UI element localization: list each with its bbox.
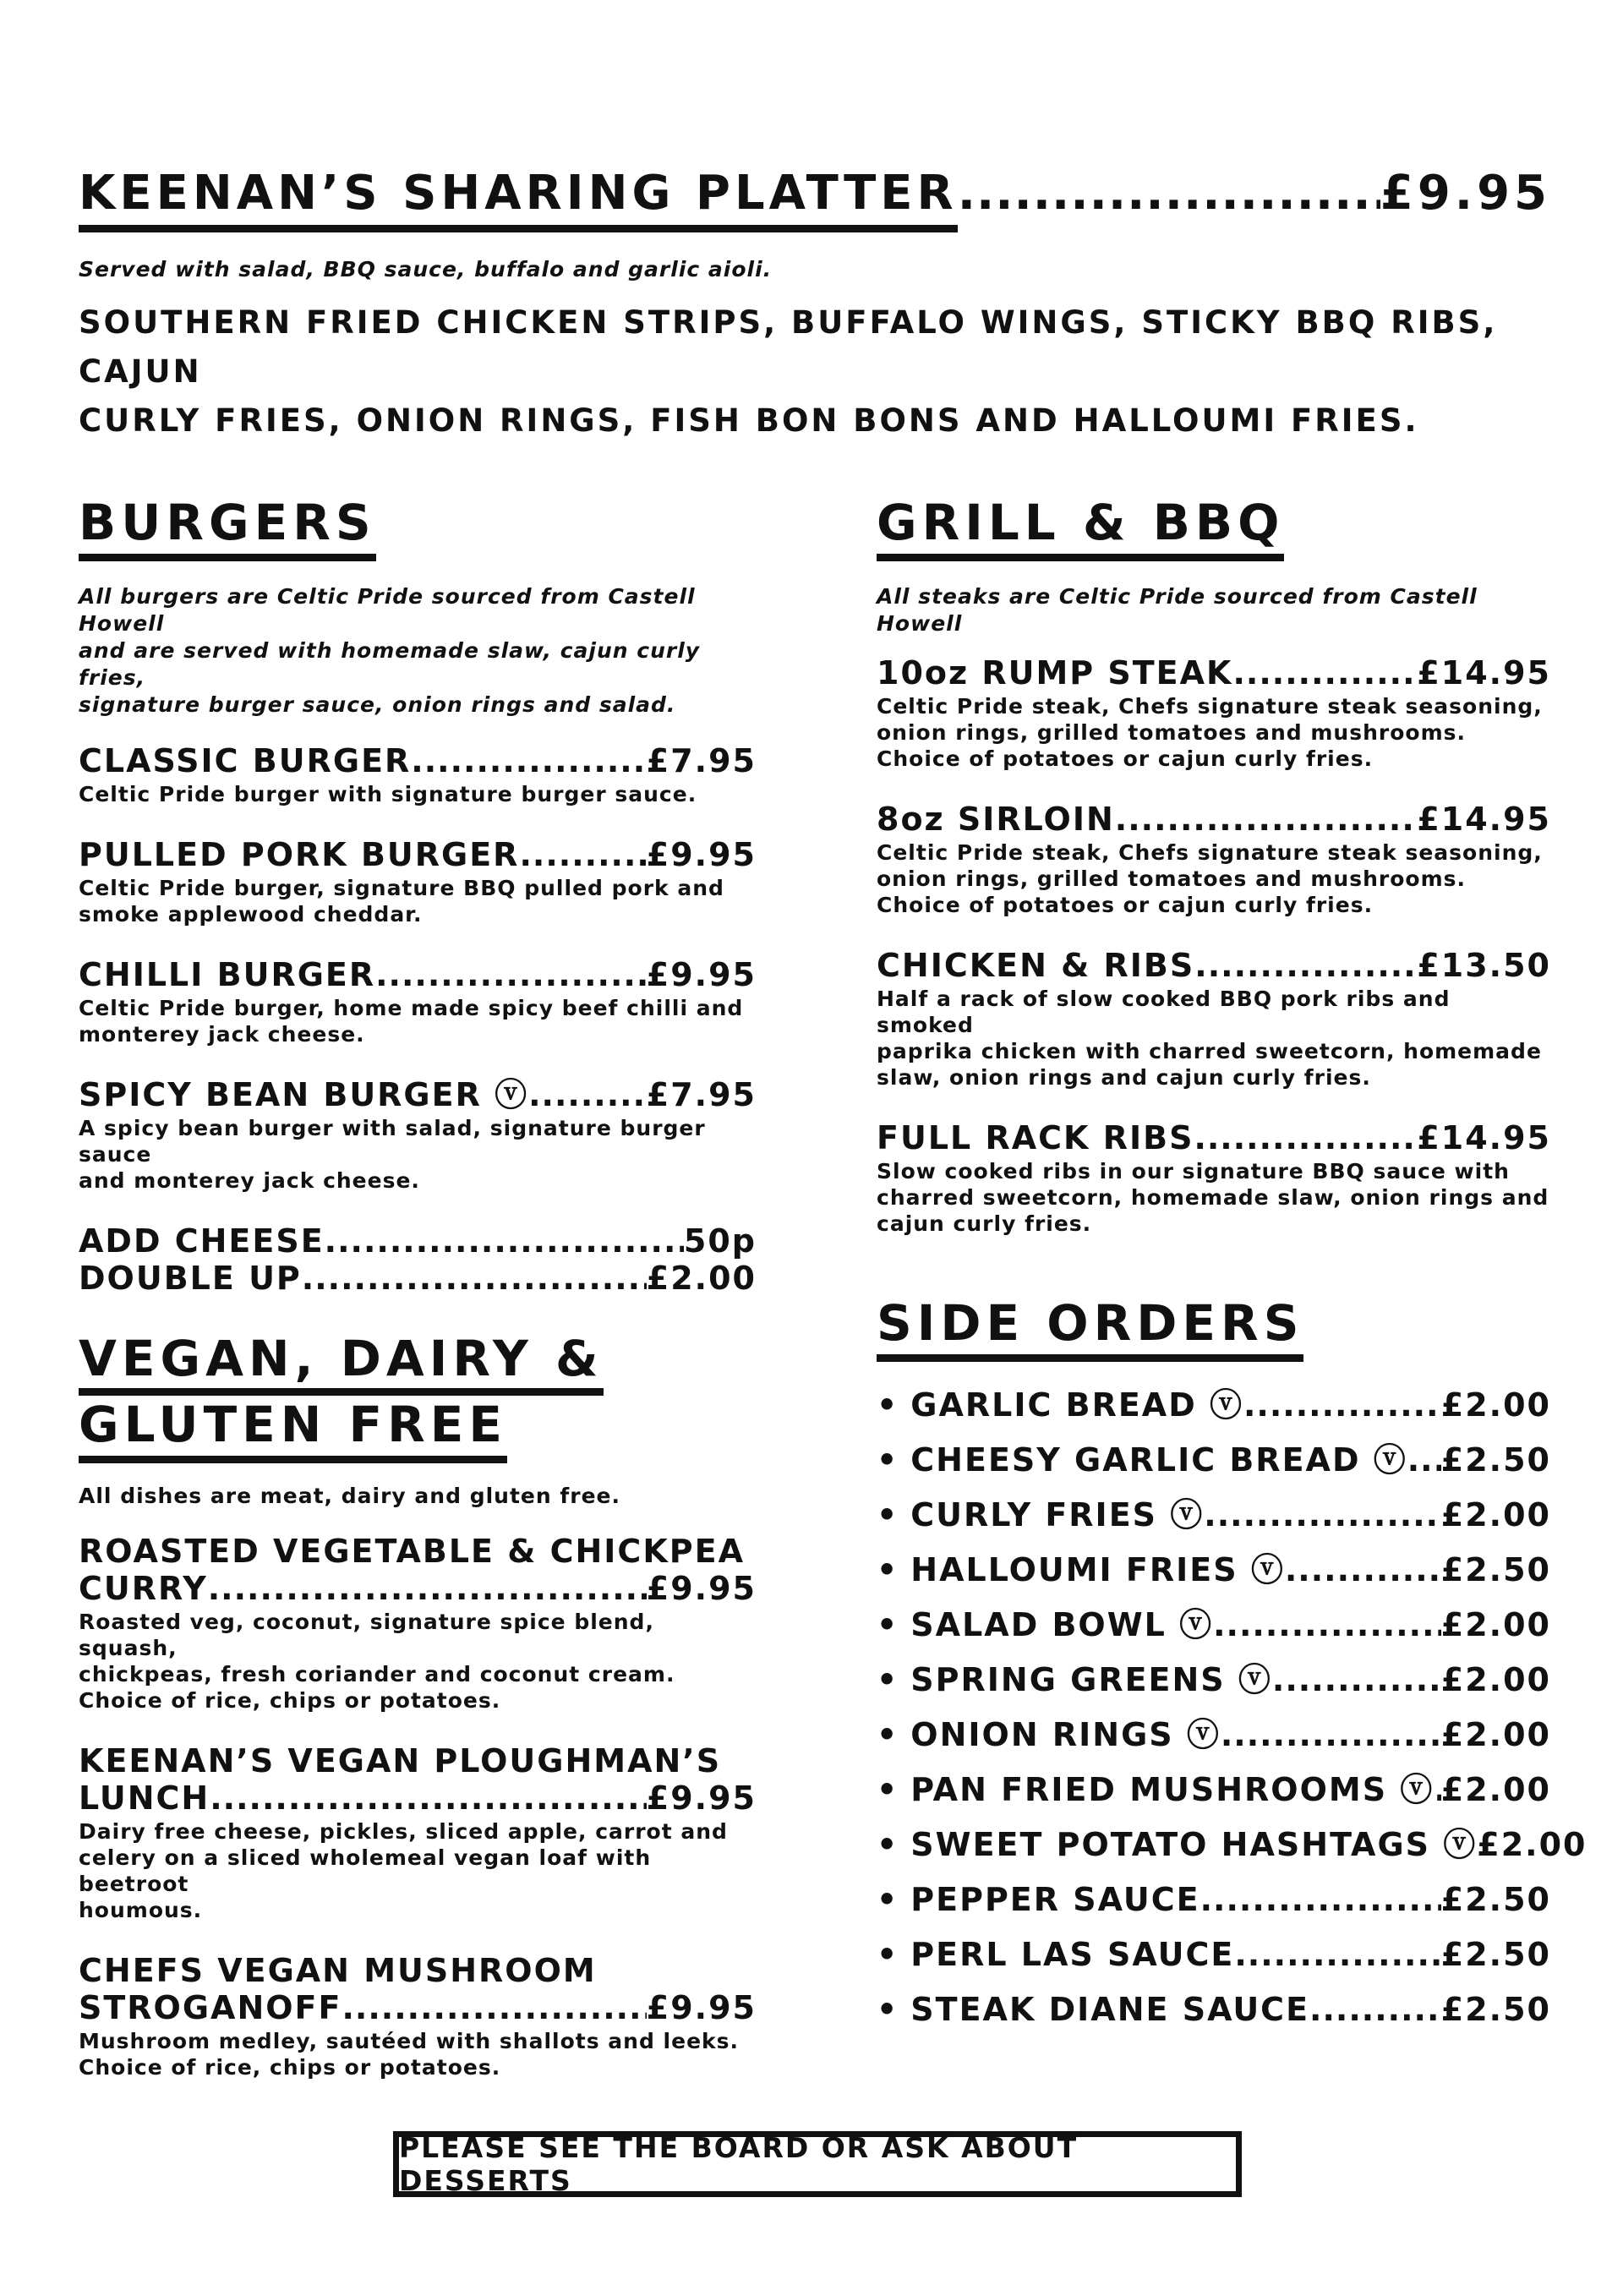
extra-item-price: 50p <box>683 1222 757 1260</box>
description-line: houmous. <box>79 1898 203 1922</box>
leader-dots <box>519 836 646 873</box>
menu-item-name-continued: CURRY <box>79 1570 208 1607</box>
platter-leader-dots <box>958 166 1380 221</box>
platter-items-line-2: CURLY FRIES, ONION RINGS, FISH BON BONS AND HALLOUMI FRIES. <box>79 402 1419 439</box>
bullet: • <box>877 1386 899 1424</box>
description-line: cajun curly fries. <box>877 1211 1092 1236</box>
description-line: Mushroom medley, sautéed with shallots and leeks. <box>79 2029 740 2053</box>
leader-dots <box>1232 654 1417 692</box>
menu-item-price: £7.95 <box>646 1076 757 1113</box>
menu-item-line <box>877 1119 1551 1156</box>
description-line: monterey jack cheese. <box>79 1022 365 1047</box>
side-item-name: STEAK DIANE SAUCE <box>910 1991 1310 2028</box>
burgers-underline <box>79 554 376 561</box>
side-item <box>877 1496 1551 1533</box>
menu-item-name-line-1 <box>79 1533 757 1570</box>
menu-item <box>79 836 757 927</box>
menu-item-description <box>79 995 757 1047</box>
side-item-name: PAN FRIED MUSHROOMS ⓥ <box>910 1771 1434 1808</box>
description-line: Dairy free cheese, pickles, sliced apple, carrot and <box>79 1819 728 1844</box>
side-item-name: SPRING GREENS ⓥ <box>910 1661 1272 1698</box>
menu-item-name: PULLED PORK BURGER <box>79 836 520 873</box>
menu-item-description <box>79 1115 757 1194</box>
platter-items-line-1: SOUTHERN FRIED CHICKEN STRIPS, BUFFALO WINGS, STICKY BBQ RIBS, CAJUN <box>79 304 1498 390</box>
vegan-underline-2 <box>79 1456 507 1463</box>
menu-item-name: CLASSIC BURGER <box>79 742 412 779</box>
leader-dots <box>1407 1441 1441 1479</box>
side-item-price: £2.50 <box>1440 1551 1551 1588</box>
leader-dots <box>528 1076 647 1113</box>
menu-item-price: £13.50 <box>1417 947 1551 984</box>
desserts-notice-text: PLEASE SEE THE BOARD OR ASK ABOUT DESSERTS <box>399 2131 1079 2197</box>
menu-item-name-line-1 <box>79 1952 757 1989</box>
side-item-name: ONION RINGS ⓥ <box>910 1716 1221 1753</box>
side-item-name: HALLOUMI FRIES ⓥ <box>910 1551 1285 1588</box>
menu-item-name: KEENAN’S VEGAN PLOUGHMAN’S <box>79 1742 722 1779</box>
side-item-name: PERL LAS SAUCE <box>910 1936 1235 1973</box>
menu-item-name: CHEFS VEGAN MUSHROOM <box>79 1952 597 1989</box>
menu-item-description <box>79 2028 757 2080</box>
description-line: smoke applewood cheddar. <box>79 902 423 927</box>
menu-item-line <box>79 1570 757 1607</box>
description-line: charred sweetcorn, homemade slaw, onion rings and <box>877 1185 1549 1210</box>
menu-item-name: CHILLI BURGER <box>79 956 376 993</box>
leader-dots <box>1272 1661 1441 1698</box>
bullet: • <box>877 1441 899 1479</box>
platter-price: £9.95 <box>1380 166 1551 221</box>
leader-dots <box>1285 1551 1441 1588</box>
menu-item-line <box>877 947 1551 984</box>
vegan-heading-line-1-wrap <box>79 1329 604 1388</box>
leader-dots <box>1204 1496 1441 1533</box>
side-item-price: £2.00 <box>1440 1386 1551 1424</box>
menu-item <box>79 956 757 1047</box>
leader-dots <box>208 1570 647 1607</box>
side-item-name: PEPPER SAUCE <box>910 1881 1200 1918</box>
leader-dots <box>1213 1606 1441 1643</box>
side-item-price: £2.00 <box>1440 1771 1551 1808</box>
menu-item-price: £7.95 <box>646 742 757 779</box>
vegan-column <box>79 1481 757 2109</box>
grill-heading-wrap <box>877 493 1284 552</box>
side-item <box>877 1826 1587 1863</box>
menu-item-name-continued: LUNCH <box>79 1779 210 1817</box>
grill-note: All steaks are Celtic Pride sourced from Castell Howell <box>877 584 1478 636</box>
menu-item <box>877 801 1551 918</box>
leader-dots <box>342 1989 646 2026</box>
description-line: Celtic Pride burger, home made spicy beef chilli and <box>79 996 744 1020</box>
side-item-price: £2.50 <box>1440 1881 1551 1918</box>
bullet: • <box>877 1716 899 1753</box>
side-item <box>877 1441 1551 1479</box>
leader-dots <box>1243 1386 1441 1424</box>
leader-dots <box>1434 1771 1440 1808</box>
menu-item-name-continued: STROGANOFF <box>79 1989 342 2026</box>
menu-item-price: £9.95 <box>646 1989 757 2026</box>
menu-item-line <box>79 742 757 779</box>
sides-heading-text: SIDE ORDERS <box>877 1294 1304 1352</box>
menu-item-name: 8oz SIRLOIN <box>877 801 1115 838</box>
menu-item-description <box>877 693 1551 772</box>
side-item <box>877 1991 1551 2028</box>
burgers-heading-wrap <box>79 493 376 552</box>
description-line: A spicy bean burger with salad, signature burger sauce <box>79 1116 706 1167</box>
menu-item-description <box>877 986 1551 1091</box>
menu-item-description <box>79 781 757 807</box>
description-line: Celtic Pride burger with signature burger sauce. <box>79 782 697 806</box>
grill-underline <box>877 554 1284 561</box>
bullet: • <box>877 1991 899 2028</box>
menu-item <box>79 1533 757 1714</box>
vegan-heading-line-2: GLUTEN FREE <box>79 1396 508 1453</box>
leader-dots <box>325 1222 684 1260</box>
side-item-price: £2.00 <box>1477 1826 1587 1863</box>
bullet: • <box>877 1551 899 1588</box>
bullet: • <box>877 1661 899 1698</box>
description-line: Choice of potatoes or cajun curly fries. <box>877 746 1374 771</box>
side-item <box>877 1661 1551 1698</box>
description-line: onion rings, grilled tomatoes and mushrooms. <box>877 866 1466 891</box>
burgers-note-line-2: and are served with homemade slaw, cajun curly fries, <box>79 638 701 690</box>
description-line: slaw, onion rings and cajun curly fries. <box>877 1065 1371 1090</box>
menu-item-description <box>877 1158 1551 1237</box>
burgers-note-line-3: signature burger sauce, onion rings and salad. <box>79 692 676 717</box>
side-item-name: CURLY FRIES ⓥ <box>910 1496 1205 1533</box>
sides-heading-wrap <box>877 1293 1303 1353</box>
side-item-name: CHEESY GARLIC BREAD ⓥ <box>910 1441 1407 1479</box>
leader-dots <box>1200 1881 1441 1918</box>
leader-dots <box>411 742 647 779</box>
burgers-note <box>79 583 757 719</box>
menu-item-name: CHICKEN & RIBS <box>877 947 1195 984</box>
menu-item-line <box>79 1989 757 2026</box>
menu-item <box>79 1076 757 1194</box>
bullet: • <box>877 1936 899 1973</box>
side-item <box>877 1716 1551 1753</box>
leader-dots <box>1194 1119 1417 1156</box>
platter-underline <box>79 225 958 232</box>
extra-item-price: £2.00 <box>646 1260 757 1297</box>
platter-name-wrap <box>79 166 958 221</box>
side-item-price: £2.00 <box>1440 1716 1551 1753</box>
sides-heading <box>877 1293 1303 1353</box>
description-line: Slow cooked ribs in our signature BBQ sauce with <box>877 1159 1510 1184</box>
grill-heading <box>877 493 1284 552</box>
menu-item <box>79 742 757 807</box>
description-line: Half a rack of slow cooked BBQ pork ribs and smoked <box>877 987 1451 1037</box>
bullet: • <box>877 1881 899 1918</box>
side-item-price: £2.50 <box>1440 1936 1551 1973</box>
menu-item-name-line-1 <box>79 1742 757 1779</box>
extra-item-line <box>79 1260 757 1297</box>
menu-item-line <box>79 956 757 993</box>
leader-dots <box>1309 1991 1441 2028</box>
menu-item-line <box>79 1076 757 1113</box>
leader-dots <box>1234 1936 1440 1973</box>
menu-item-name: ROASTED VEGETABLE & CHICKPEA <box>79 1533 745 1570</box>
description-line: Choice of rice, chips or potatoes. <box>79 1688 501 1713</box>
menu-item-description <box>79 875 757 927</box>
menu-item-price: £9.95 <box>646 956 757 993</box>
extra-item-line <box>79 1222 757 1260</box>
leader-dots <box>1115 801 1418 838</box>
vegan-note: All dishes are meat, dairy and gluten free. <box>79 1484 620 1508</box>
description-line: paprika chicken with charred sweetcorn, homemade <box>877 1039 1542 1063</box>
sides-underline <box>877 1354 1303 1362</box>
leader-dots <box>375 956 647 993</box>
description-line: celery on a sliced wholemeal vegan loaf with beetroot <box>79 1845 652 1896</box>
side-item-price: £2.00 <box>1440 1661 1551 1698</box>
menu-item-price: £9.95 <box>646 1570 757 1607</box>
bullet: • <box>877 1771 899 1808</box>
menu-item-price: £9.95 <box>646 836 757 873</box>
burgers-note-line-1: All burgers are Celtic Pride sourced from Castell Howell <box>79 584 696 636</box>
menu-item-price: £9.95 <box>646 1779 757 1817</box>
burgers-column <box>79 583 757 1297</box>
desserts-notice-box <box>393 2131 1242 2197</box>
side-item-price: £2.50 <box>1440 1441 1551 1479</box>
menu-item-line <box>877 654 1551 692</box>
menu-item-description <box>877 839 1551 918</box>
menu-item-line <box>79 836 757 873</box>
description-line: Celtic Pride burger, signature BBQ pulled pork and <box>79 876 724 900</box>
side-item <box>877 1606 1551 1643</box>
menu-item-price: £14.95 <box>1417 801 1551 838</box>
menu-item-line <box>877 801 1551 838</box>
burger-extras <box>79 1222 757 1297</box>
burgers-heading <box>79 493 376 552</box>
side-item <box>877 1386 1551 1424</box>
extra-item-name: DOUBLE UP <box>79 1260 302 1297</box>
menu-item <box>79 1742 757 1923</box>
platter-served-with: Served with salad, BBQ sauce, buffalo and garlic aioli. <box>79 257 773 282</box>
bullet: • <box>877 1826 899 1863</box>
description-line: Choice of potatoes or cajun curly fries. <box>877 893 1374 917</box>
menu-item <box>877 947 1551 1091</box>
description-line: onion rings, grilled tomatoes and mushrooms. <box>877 720 1466 745</box>
side-item-name: GARLIC BREAD ⓥ <box>910 1386 1243 1424</box>
menu-item-name: SPICY BEAN BURGER ⓥ <box>79 1076 529 1113</box>
description-line: chickpeas, fresh coriander and coconut cream. <box>79 1662 675 1686</box>
side-item <box>877 1881 1551 1918</box>
description-line: and monterey jack cheese. <box>79 1168 420 1193</box>
leader-dots <box>1194 947 1417 984</box>
leader-dots <box>1221 1716 1441 1753</box>
description-line: Choice of rice, chips or potatoes. <box>79 2055 501 2080</box>
menu-item <box>79 1952 757 2080</box>
menu-item-name: FULL RACK RIBS <box>877 1119 1194 1156</box>
burgers-heading-text: BURGERS <box>79 494 376 551</box>
platter-name: KEENAN’S SHARING PLATTER <box>79 166 958 221</box>
grill-heading-text: GRILL & BBQ <box>877 494 1285 551</box>
grill-column <box>877 583 1551 1266</box>
menu-item-description <box>79 1609 757 1714</box>
extra-item-name: ADD CHEESE <box>79 1222 325 1260</box>
vegan-heading-line-1: VEGAN, DAIRY & <box>79 1330 604 1387</box>
description-line: Celtic Pride steak, Chefs signature steak seasoning, <box>877 840 1543 865</box>
side-item-price: £2.00 <box>1440 1606 1551 1643</box>
menu-item <box>877 654 1551 772</box>
bullet: • <box>877 1496 899 1533</box>
side-item <box>877 1551 1551 1588</box>
side-item-price: £2.50 <box>1440 1991 1551 2028</box>
menu-item-description <box>79 1818 757 1923</box>
bullet: • <box>877 1606 899 1643</box>
side-item-price: £2.00 <box>1440 1496 1551 1533</box>
side-item <box>877 1771 1551 1808</box>
platter-title-row <box>79 166 1551 221</box>
menu-item-price: £14.95 <box>1417 1119 1551 1156</box>
menu-item-line <box>79 1779 757 1817</box>
sharing-platter-section <box>79 166 1551 446</box>
description-line: Celtic Pride steak, Chefs signature steak seasoning, <box>877 694 1543 719</box>
platter-items <box>79 298 1551 446</box>
leader-dots <box>210 1779 647 1817</box>
leader-dots <box>302 1260 647 1297</box>
side-item-name: SALAD BOWL ⓥ <box>910 1606 1214 1643</box>
menu-item-price: £14.95 <box>1417 654 1551 692</box>
sides-list <box>877 1386 1587 2046</box>
description-line: Roasted veg, coconut, signature spice blend, squash, <box>79 1610 654 1660</box>
menu-item-name: 10oz RUMP STEAK <box>877 654 1233 692</box>
side-item <box>877 1936 1551 1973</box>
vegan-heading <box>79 1329 604 1454</box>
vegan-heading-line-2-wrap <box>79 1395 507 1454</box>
menu-item <box>877 1119 1551 1237</box>
side-item-name: SWEET POTATO HASHTAGS ⓥ <box>910 1826 1478 1863</box>
